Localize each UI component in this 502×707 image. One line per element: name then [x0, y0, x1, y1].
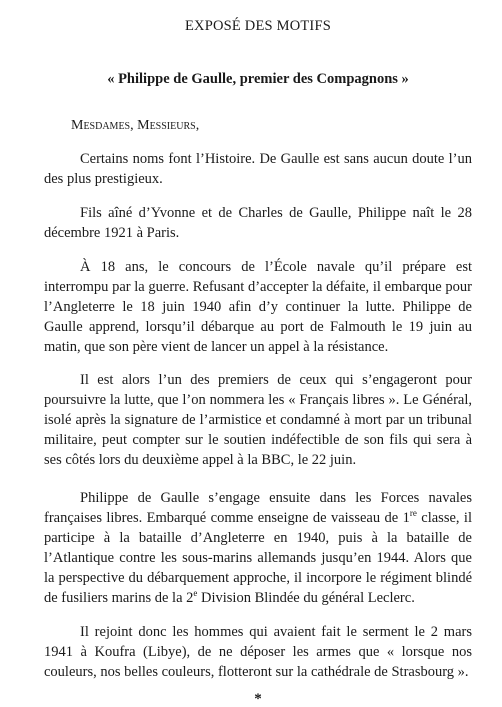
document-subtitle: « Philippe de Gaulle, premier des Compagnons »: [107, 71, 409, 87]
paragraph: Il rejoint donc les hommes qui avaient fait le serment le 2 mars 1941 à Koufra (Libye), de ne déposer les armes que « lorsque nos couleurs, nos belles couleurs, flotteront sur la cathédrale de Strasbourg ».: [44, 624, 472, 680]
paragraph-text: Division Blindée du général Leclerc.: [197, 590, 415, 606]
salutation: Mesdames, Messieurs,: [71, 118, 200, 133]
paragraph: Il est alors l’un des premiers de ceux qui s’engageront pour poursuivre la lutte, que l’on nommera les « Français libres ». Le Général, isolé après la signature de l’armistice et condamné à mort par un tribunal militaire, peut compter sur le soutien indéfectible de son fils qui sera à ses côtés lors du deuxième appel à la BBC, le 22 juin.: [44, 372, 472, 468]
paragraph-text: Philippe de Gaulle s’engage ensuite dans les Forces navales françaises libres. Embarqué comme enseigne de vaisseau de 1: [44, 490, 472, 526]
section-heading: EXPOSÉ DES MOTIFS: [184, 18, 331, 34]
paragraph: Fils aîné d’Yvonne et de Charles de Gaulle, Philippe naît le 28 décembre 1921 à Paris.: [44, 205, 472, 241]
paragraph: Certains noms font l’Histoire. De Gaulle est sans aucun doute l’un des plus prestigieux.: [44, 151, 472, 187]
paragraph: [44, 488, 472, 608]
section-separator: *: [254, 691, 262, 707]
ordinal-superscript: re: [409, 508, 417, 519]
paragraph-text: classe, il participe à la bataille d’Angleterre en 1940, puis à la bataille de l’Atlantique contre les sous-marins allemands jusqu’en 1944. Alors que la perspective du débarquement approche, il incorpore le régiment blindé de fusiliers marins de la 2: [44, 510, 472, 606]
ordinal-superscript: e: [193, 588, 198, 599]
paragraph: À 18 ans, le concours de l’École navale qu’il prépare est interrompu par la guerre. Refusant d’accepter la défaite, il embarque pour l’Angleterre le 18 juin 1940 afin d’y continuer la lutte. Philippe de Gaulle apprend, lorsqu’il débarque au port de Falmouth le 19 juin au matin, que son père vient de lancer un appel à la résistance.: [44, 259, 472, 355]
